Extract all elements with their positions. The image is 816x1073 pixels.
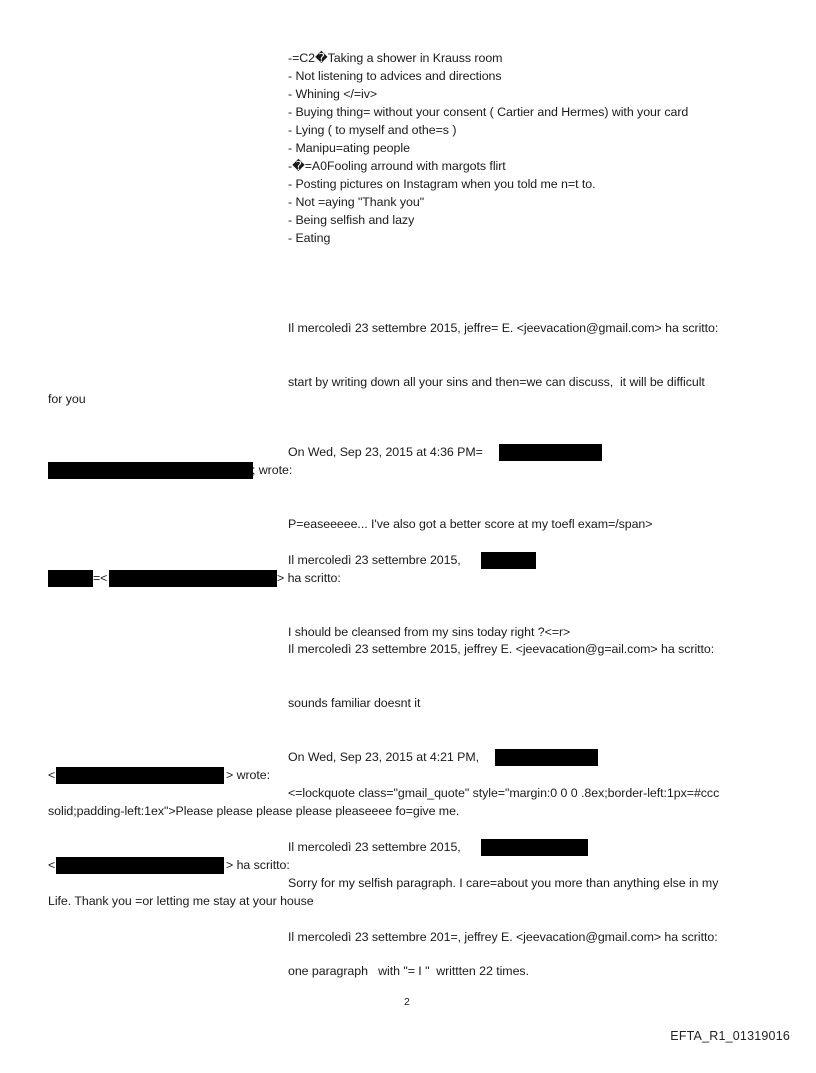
- email-reply-header: > ha scritto:: [226, 858, 290, 872]
- email-message-body: start by writing down all your sins and then=we can discuss, it will be difficult: [288, 375, 705, 389]
- email-reply-header: Il mercoledì 23 settembre 2015, jeffrey E. <jeevacation@g=ail.com> ha scritto:: [288, 642, 715, 656]
- redaction-box: [48, 462, 253, 479]
- email-message-body: I should be cleansed from my sins today right ?<=r>: [288, 625, 571, 639]
- sins-list-item: - Being selfish and lazy: [288, 213, 415, 227]
- redaction-box: [481, 552, 536, 569]
- redaction-box: [499, 444, 602, 461]
- redaction-box: [56, 767, 224, 784]
- redaction-box: [56, 857, 224, 874]
- sins-list-item: - Lying ( to myself and othe=s ): [288, 123, 457, 137]
- email-message-body: <=lockquote class="gmail_quote" style="margin:0 0 0 .8ex;border-left:1px=#ccc: [288, 786, 720, 800]
- email-reply-header: > wrote:: [226, 768, 271, 782]
- sins-list-item: - Buying thing= without your consent ( Cartier and Hermes) with your card: [288, 105, 689, 119]
- email-message-body: Sorry for my selfish paragraph. I care=about you more than anything else in my: [288, 876, 719, 890]
- redaction-box: [109, 570, 277, 587]
- sins-list-item: -=C2�Taking a shower in Krauss room: [288, 51, 503, 65]
- email-reply-header: > ha scritto:: [277, 571, 341, 585]
- email-reply-header: <: [48, 858, 56, 872]
- email-message-body: for you: [48, 392, 86, 406]
- email-reply-header: <: [48, 768, 56, 782]
- email-message-body: sounds familiar doesnt it: [288, 696, 421, 710]
- email-reply-header: Il mercoledì 23 settembre 201=, jeffrey E. <jeevacation@gmail.com> ha scritto:: [288, 930, 718, 944]
- sins-list-item: - Whining </=iv>: [288, 87, 378, 101]
- sins-list-item: - Posting pictures on Instagram when you told me n=t to.: [288, 177, 596, 191]
- email-message-body: one paragraph with "= I " writtten 22 times.: [288, 964, 529, 978]
- redaction-box: [48, 570, 93, 587]
- email-reply-header: Il mercoledì 23 settembre 2015,: [288, 840, 461, 854]
- email-message-body: P=easeeeee... I've also got a better score at my toefl exam=/span>: [288, 517, 653, 531]
- document-id-footer: EFTA_R1_01319016: [670, 1029, 790, 1043]
- email-reply-header: ; wrote:: [252, 463, 293, 477]
- redaction-box: [481, 839, 588, 856]
- redaction-box: [495, 749, 598, 766]
- email-reply-header: Il mercoledì 23 settembre 2015,: [288, 553, 461, 567]
- sins-list-item: - Eating: [288, 231, 331, 245]
- email-message-body: Life. Thank you =or letting me stay at your house: [48, 894, 314, 908]
- email-message-body: solid;padding-left:1ex">Please please please please pleaseeee fo=give me.: [48, 804, 460, 818]
- email-reply-header: On Wed, Sep 23, 2015 at 4:36 PM=: [288, 445, 483, 459]
- email-reply-header: =<: [93, 571, 108, 585]
- email-reply-header: Il mercoledì 23 settembre 2015, jeffre= E. <jeevacation@gmail.com> ha scritto:: [288, 321, 719, 335]
- sins-list-item: - Manipu=ating people: [288, 141, 410, 155]
- sins-list-item: - Not listening to advices and directions: [288, 69, 502, 83]
- email-reply-header: On Wed, Sep 23, 2015 at 4:21 PM,: [288, 750, 480, 764]
- sins-list-item: -�=A0Fooling arround with margots flirt: [288, 159, 506, 173]
- page-number: 2: [404, 996, 410, 1008]
- sins-list-item: - Not =aying "Thank you": [288, 195, 425, 209]
